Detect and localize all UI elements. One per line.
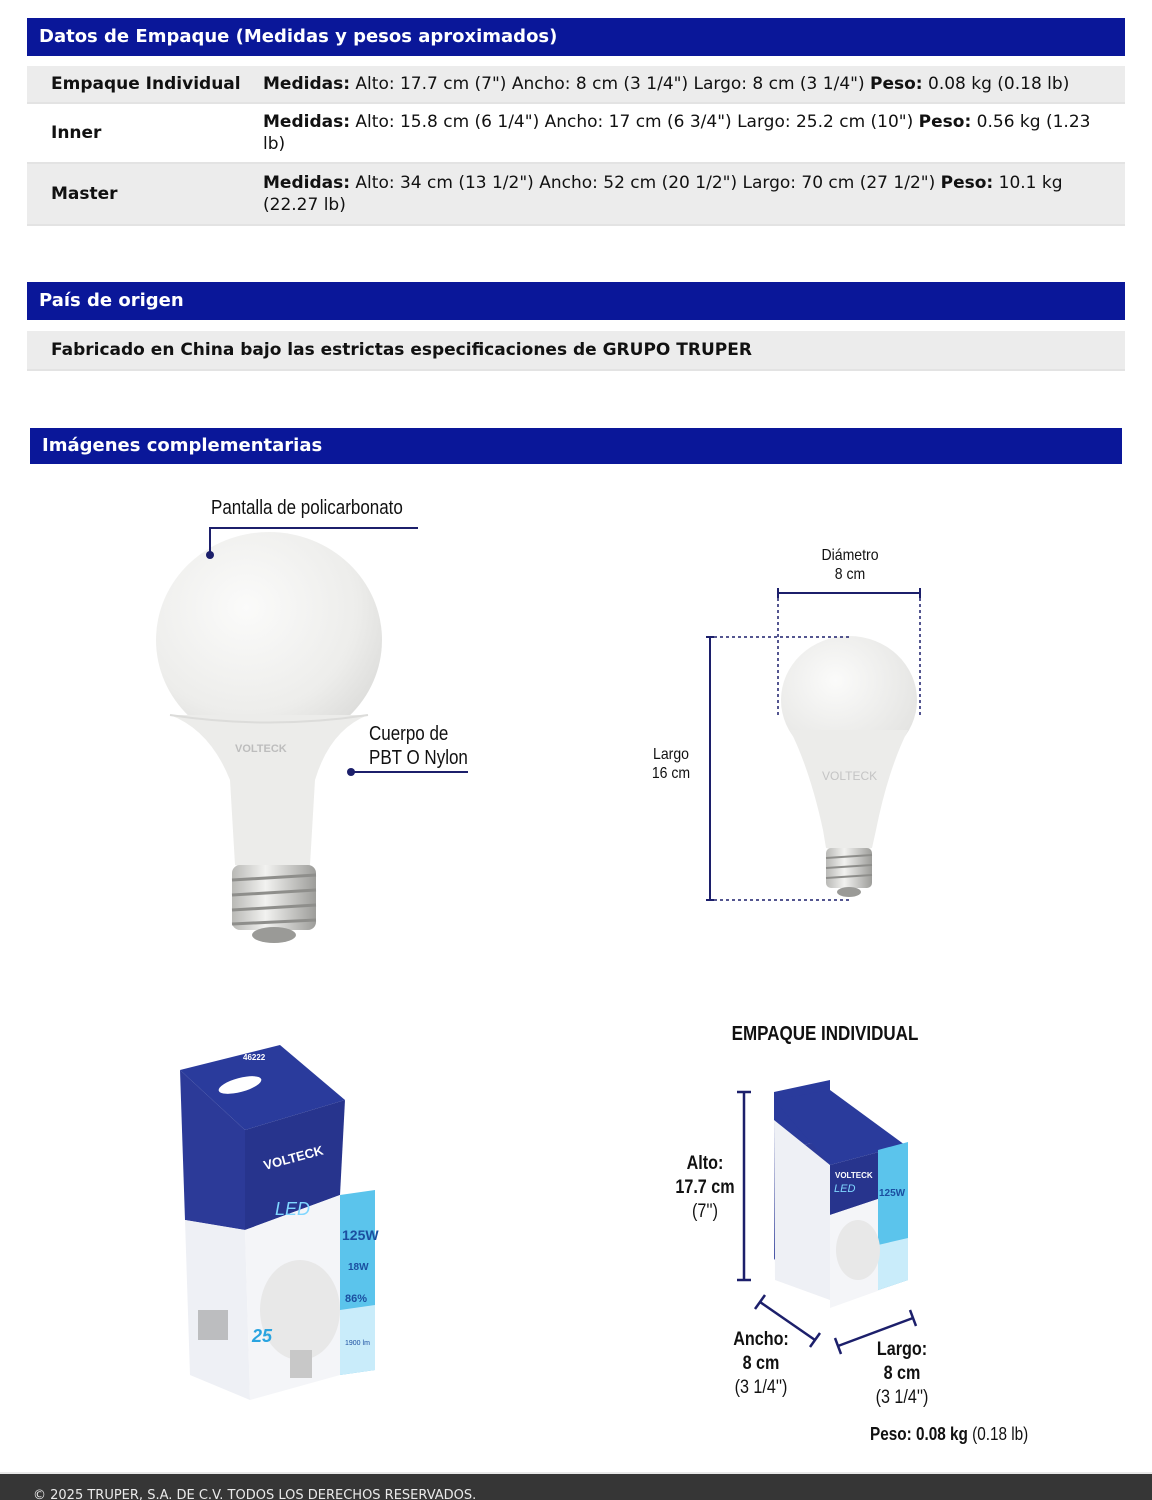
svg-text:LED: LED: [834, 1183, 856, 1195]
peso-value: 0.56 kg (1.23 lb): [263, 112, 1091, 154]
diameter-label: [806, 546, 894, 584]
svg-text:1900 lm: 1900 lm: [345, 1340, 370, 1347]
packaging-section-header: [27, 18, 1125, 56]
svg-text:VOLTECK: VOLTECK: [261, 1142, 325, 1173]
svg-text:VOLTECK: VOLTECK: [235, 743, 287, 755]
diameter-label-text: Diámetro: [821, 547, 879, 564]
footer-copyright: © 2025 TRUPER, S.A. DE C.V. TODOS LOS DERECHOS RESERVADOS.: [33, 1488, 477, 1500]
peso-label-text: Peso:: [870, 1424, 912, 1444]
packaging-title: Datos de Empaque (Medidas y pesos aproximados): [39, 26, 558, 47]
lightbulb-dimensions-diagram: [640, 530, 940, 910]
callout-pantalla: Pantalla de policarbonato: [211, 497, 403, 519]
origin-title: País de origen: [39, 290, 184, 311]
svg-text:VOLTECK: VOLTECK: [822, 769, 878, 783]
largo-cm: 8 cm: [883, 1363, 921, 1384]
svg-text:86%: 86%: [345, 1293, 368, 1305]
length-value: 16 cm: [651, 765, 691, 782]
product-box-image: [170, 1040, 400, 1410]
medidas-label: Medidas:: [263, 74, 351, 94]
ancho-cm: 8 cm: [742, 1353, 780, 1374]
svg-text:18W: 18W: [348, 1262, 369, 1273]
peso-label: Peso:: [870, 74, 923, 94]
medidas-label: Medidas:: [263, 173, 351, 193]
peso-value: 10.1 kg (22.27 lb): [263, 173, 1063, 215]
peso-label: Peso:: [918, 112, 972, 132]
svg-text:46222: 46222: [243, 1053, 266, 1062]
largo-in: (3 1/4''): [875, 1387, 929, 1408]
origin-text: Fabricado en China bajo las estrictas especificaciones de GRUPO TRUPER: [51, 340, 752, 360]
row-label: Inner: [51, 123, 102, 143]
bulb-features-image: [140, 480, 500, 960]
diameter-value: 8 cm: [834, 566, 866, 583]
largo-label: [864, 1338, 941, 1410]
length-label: [640, 745, 702, 783]
svg-text:LED: LED: [275, 1199, 311, 1219]
peso-label: [870, 1422, 1032, 1446]
ancho-in: (3 1/4''): [734, 1377, 788, 1398]
row-value: [263, 172, 1125, 216]
row-value: [263, 111, 1125, 155]
largo-label-text: Largo:: [876, 1339, 928, 1360]
origin-row: [27, 331, 1125, 371]
peso-lb: (0.18 lb): [972, 1424, 1029, 1444]
svg-text:125W: 125W: [879, 1188, 906, 1199]
callout-cuerpo: [369, 722, 468, 770]
alto-label: [667, 1152, 744, 1224]
alto-label-text: Alto:: [686, 1153, 724, 1174]
origin-section-header: [27, 282, 1125, 320]
svg-text:VOLTECK: VOLTECK: [835, 1171, 873, 1180]
footer: [0, 1472, 1152, 1500]
peso-label: Peso:: [940, 173, 994, 193]
bulb-dimensions-image: [640, 530, 940, 910]
product-box-illustration: [170, 1040, 400, 1410]
ancho-label-text: Ancho:: [733, 1329, 789, 1350]
medidas-value: Alto: 15.8 cm (6 1/4") Ancho: 17 cm (6 3/4") Largo: 25.2 cm (10"): [355, 112, 914, 132]
svg-text:125W: 125W: [342, 1227, 379, 1243]
images-title: Imágenes complementarias: [42, 435, 323, 456]
table-row-inner: [27, 104, 1125, 164]
alto-in: (7''): [692, 1201, 718, 1222]
alto-cm: 17.7 cm: [675, 1177, 735, 1198]
callout-cuerpo-line2: PBT O Nylon: [369, 747, 468, 769]
length-label-text: Largo: [652, 746, 689, 763]
medidas-value: Alto: 34 cm (13 1/2") Ancho: 52 cm (20 1/2") Largo: 70 cm (27 1/2"): [355, 173, 936, 193]
peso-value: 0.08 kg (0.18 lb): [928, 74, 1070, 94]
row-label: Empaque Individual: [51, 74, 241, 94]
medidas-value: Alto: 17.7 cm (7") Ancho: 8 cm (3 1/4") Largo: 8 cm (3 1/4"): [355, 74, 865, 94]
medidas-label: Medidas:: [263, 112, 351, 132]
table-row-empaque-individual: [27, 66, 1125, 104]
row-value: [263, 73, 1125, 95]
ancho-label: [723, 1328, 800, 1400]
row-label: Master: [51, 184, 118, 204]
table-row-master: [27, 164, 1125, 226]
peso-kg: 0.08 kg: [915, 1424, 968, 1444]
images-section-header: [30, 428, 1122, 464]
svg-text:25: 25: [252, 1326, 273, 1346]
lightbulb-icon: [140, 480, 500, 960]
box-dimensions-title: EMPAQUE INDIVIDUAL: [731, 1023, 919, 1045]
callout-cuerpo-line1: Cuerpo de: [369, 723, 449, 745]
